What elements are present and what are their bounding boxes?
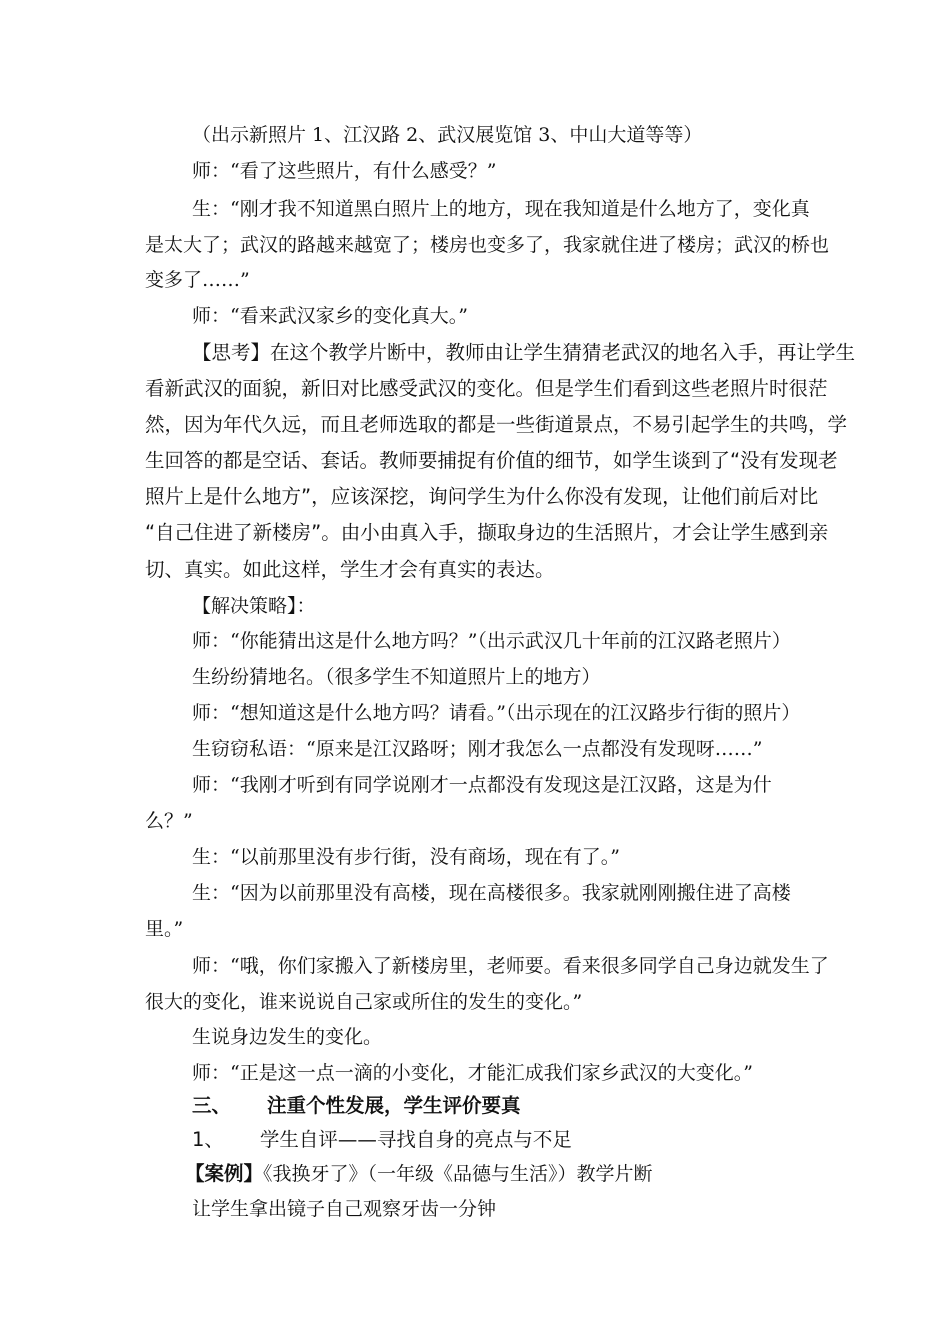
paragraph-line: 生：“因为以前那里没有高楼，现在高楼很多。我家就刚刚搬住进了高楼	[192, 882, 791, 904]
paragraph-line: 师：“正是这一点一滴的小变化，才能汇成我们家乡武汉的大变化。”	[192, 1062, 753, 1084]
case-line	[185, 1161, 653, 1187]
paragraph-line: 【思考】在这个教学片断中，教师由让学生猜猜老武汉的地名入手，再让学生	[192, 341, 856, 364]
paragraph-line: 看新武汉的面貌，新旧对比感受武汉的变化。但是学生们看到这些老照片时很茫	[145, 377, 828, 400]
paragraph-line: 师：“想知道这是什么地方吗？请看。”（出示现在的江汉路步行街的照片）	[192, 702, 801, 724]
paragraph-line: 里。”	[145, 918, 184, 940]
paragraph-line: 师：“看了这些照片，有什么感受？”	[192, 160, 497, 182]
paragraph-line: 很大的变化，谁来说说自己家或所住的发生的变化。”	[145, 991, 583, 1013]
paragraph-line: 让学生拿出镜子自己观察牙齿一分钟	[192, 1198, 497, 1220]
paragraph-line: 师：“我刚才听到有同学说刚才一点都没有发现这是江汉路，这是为什	[192, 774, 772, 796]
paragraph-line: 然，因为年代久远，而且老师选取的都是一些街道景点，不易引起学生的共鸣，学	[145, 413, 848, 436]
paragraph-line: 师：“哦，你们家搬入了新楼房里，老师要。看来很多同学自己身边就发生了	[192, 955, 829, 977]
paragraph-line: “自己住进了新楼房”。由小由真入手，撷取身边的生活照片，才会让学生感到亲	[145, 521, 829, 544]
paragraph-line: 照片上是什么地方”，应该深挖，询问学生为什么你没有发现，让他们前后对比	[145, 485, 819, 508]
paragraph-line: 是太大了；武汉的路越来越宽了；楼房也变多了，我家就住进了楼房；武汉的桥也	[145, 234, 830, 256]
subsection-title: 学生自评——寻找自身的亮点与不足	[259, 1128, 572, 1151]
subsection-heading	[192, 1127, 572, 1153]
paragraph-line: 师：“你能猜出这是什么地方吗？”（出示武汉几十年前的江汉路老照片）	[192, 630, 791, 652]
case-text: 《我换牙了》（一年级《品德与生活》）教学片断	[263, 1163, 653, 1185]
paragraph-line: 【解决策略】：	[192, 595, 316, 617]
paragraph-line: 生：“以前那里没有步行街，没有商场，现在有了。”	[192, 846, 620, 868]
section-title: 注重个性发展，学生评价要真	[267, 1094, 521, 1117]
case-tag: 【案例】	[185, 1162, 264, 1185]
paragraph-line: 生窃窃私语：“原来是江汉路呀；刚才我怎么一点都没有发现呀……”	[192, 738, 763, 760]
paragraph-line: 变多了……”	[145, 269, 250, 291]
paragraph-line: 生说身边发生的变化。	[192, 1026, 383, 1048]
paragraph-line: 生纷纷猜地名。（很多学生不知道照片上的地方）	[192, 666, 601, 688]
paragraph-line: 么？”	[145, 810, 193, 832]
section-heading	[192, 1093, 521, 1119]
paragraph-line: 师：“看来武汉家乡的变化真大。”	[192, 305, 468, 327]
paragraph-line: （出示新照片 1、江汉路 2、武汉展览馆 3、中山大道等等）	[192, 124, 703, 146]
paragraph-line: 切、真实。如此这样，学生才会有真实的表达。	[145, 558, 555, 581]
paragraph-line: 生回答的都是空话、套话。教师要捕捉有价值的细节，如学生谈到了“没有发现老	[145, 449, 838, 472]
subsection-number: 1、	[192, 1128, 224, 1151]
paragraph-line: 生：“刚才我不知道黑白照片上的地方，现在我知道是什么地方了，变化真	[192, 198, 810, 220]
section-number: 三、	[192, 1094, 232, 1117]
